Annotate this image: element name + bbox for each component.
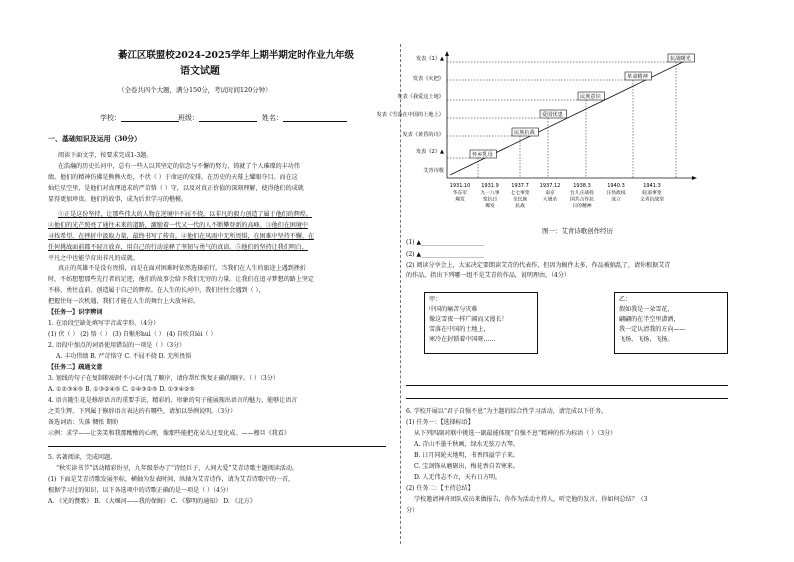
point-label: 爱国忧患 [542, 112, 563, 118]
chart-caption: 图一：艾青诗歌创作经历 [542, 227, 613, 235]
exam-note: （全卷共四个大题，满分150分，考试时间120分钟） [118, 86, 272, 94]
event-label: 文青抗战坚 [640, 197, 664, 203]
question-5-options: A. 《光的赞歌》 B. 《大堰河——我的保姆》 C. 《黎明的通知》 D. 《北方》 [48, 498, 256, 505]
passage-line: ②他们的光芒照亮了通往未来的道路，激励着一代又一代的人不断攀登新的高峰。③他们在困境中 [48, 222, 308, 229]
event-label: 七七事变 [510, 191, 530, 196]
question-6-task2b: 学校邀请神舟团队成员来做报告，你作为活动主持人，听完他的发言，你如何总结？（3 [414, 496, 648, 503]
poem-a-label: 甲： [429, 296, 442, 303]
option-a: A. 青山不墨千秋画，绿水无弦万古琴。 [414, 441, 519, 448]
poem-label: 发表《我爱这土地》 [397, 94, 444, 100]
poem-a-line: 雪落在中国的土地上， [429, 326, 490, 333]
poem-label: 发表《1》▲ [415, 56, 444, 62]
question-6: 6. 学校开展以“君子自强不息”为主题的综合性学习活动，请完成以下任务。 [406, 408, 608, 415]
x-arrow-icon [692, 176, 697, 180]
poem-a-line: 像这雪夜一样广阔而又漫长！ [429, 316, 508, 323]
question-4-example: 示例：求学——让笑笑和我那酸酸的心理，像那些能把花朵儿过变化成。——穆旦《我看》 [48, 430, 290, 437]
y-axis-label: 艾青诗歌 [423, 168, 444, 174]
question-6-task1: (1) 任务一：【选择标语】 [406, 419, 474, 426]
point-label: 抗战曙光 [670, 56, 691, 62]
page-divider [400, 44, 401, 544]
point-label: 革命精神 [627, 74, 648, 80]
poem-b-line: 飞扬，飞扬，飞扬。 [619, 336, 674, 343]
passage-line: 平凡之中也能孕育出非凡的成就。 [48, 255, 139, 262]
question-3-options: A. ①②③④⑤ B. ①③②④⑤ C. ①④③②⑤ D. ①③④②⑤ [48, 386, 195, 393]
question-4: 4. 语言随生花是修辞语言的重要手法，精彩的、形象的句子能展现出语言的魅力，能够让语言 [48, 397, 298, 404]
exam-subtitle: 语文试题 [180, 66, 220, 77]
date-label: 1931.9 [481, 183, 499, 189]
question-5: 5. 名著阅读，完成问题。 [48, 454, 117, 461]
question-1-items: (1) 伏（ ） (2) 恪（ ） (3) 自惭形huì（ ） (4) 自吹自lèi（ ） [48, 331, 217, 338]
timeline-marks [377, 54, 695, 209]
event-label: 南京 [545, 191, 555, 196]
answer-line[interactable] [406, 398, 728, 399]
event-label: 九一八事 [480, 191, 500, 196]
passage-line: 任何挑战面前都不轻言放弃，用自己的行动诠释了坚韧与勇气的真谛。⑤他们的坚持让我们明白， [48, 244, 308, 251]
point-label: 民族抗战 [514, 130, 535, 136]
question-5-sub1: (1) 下面是艾青诗歌发展坐标，横轴为发表时间，纵轴为艾青诗作，请为艾青诗歌中的一首， [48, 476, 295, 483]
event-label: 汪伪政权 [606, 191, 626, 196]
task-1-heading: 【任务一】识字辨词 [48, 309, 103, 316]
poem-box-b [614, 292, 728, 354]
passage-line: 绩。他们的精神仿佛是熊熊火炬，不伏（ ）于命运的安排，在历史的天幕上耀眼夺目。而在这 [48, 174, 298, 181]
question-1: 1. 在语段空缺处填写字音或字形。（4分） [48, 320, 160, 327]
timeline-diagram [376, 48, 794, 216]
question-5-sub2b: 的作品，指出下列哪一组不是艾青的作品，说明理由。（4分） [406, 272, 570, 279]
passage-line: 不移，勇往直前，创造属于自己的辉煌。在人生的长河中，我们往往会遇到（ ）， [48, 287, 265, 294]
event-label: 大屠杀 [542, 197, 558, 203]
passage-line: 灿烂星空里，是他们对真理追求的严苛恪（ ）守，以及对真正价值的深刻理解，使得他们的成就 [48, 185, 304, 192]
poem-label: 发表《黄昏的诗》 [402, 132, 444, 138]
poem-b-line: 假如我是一朵雪花， [619, 306, 674, 313]
date-label: 1941.3 [643, 183, 661, 189]
option-c: C. 宝剑锋从磨砺出，梅花香自苦寒来。 [414, 463, 519, 470]
task-2-heading: 【任务二】疏通文意 [48, 364, 103, 371]
poem-a-line: 寒冷在封锁着中国呀…… [429, 336, 496, 343]
event-label: 爆发 [485, 204, 495, 209]
event-label: 全民族 [512, 197, 528, 203]
answer-line[interactable] [406, 385, 728, 386]
school-field[interactable] [100, 114, 179, 122]
blank-1[interactable]: (1) ▲_____________________ [406, 239, 484, 246]
poem-b-line: 翩翩的在半空里潇洒， [619, 316, 680, 323]
event-label: 抗战 [515, 204, 525, 209]
passage-line: 在浩瀚的历史长河中，总有一些人以其坚定的信念与不懈的努力，铸就了个人璀璨的丰功伟 [58, 163, 300, 170]
event-label: 国共合作抗 [570, 197, 594, 203]
passage-line: 显得更加珍贵。他们的故事，成为后世学习的楷模。 [48, 196, 188, 203]
event-label: 华东军 [452, 191, 468, 196]
passage-line: 把握住每一次机遇，我们才能在人生的舞台上大放异彩。 [48, 298, 200, 305]
y-arrow-icon [445, 51, 449, 56]
date-label: 1940.3 [607, 183, 625, 189]
question-5-sub2: (2) 阅读分享会上，大家决定要朗读艾青的代表作，但因为稿件太多，作品被搞乱了，请你根据艾青 [406, 262, 671, 269]
name-field[interactable] [262, 114, 347, 122]
event-label: 日的精神 [572, 204, 592, 209]
poem-label: 发表《2》▲ [415, 149, 444, 155]
class-field[interactable] [178, 114, 257, 122]
question-5-sub1b: 根据学习过的知识，以下各选项中的诗歌正确的是一项是（ ）（4分） [48, 487, 232, 494]
event-label: 爆发 [455, 197, 465, 203]
passage-line: 寻找希望，在挫折中汲取力量，最终书写了传奇。④他们在风雨中无所畏惧，在困难中坚持不懈，在 [48, 233, 314, 240]
poem-label: 发表《火把》 [412, 76, 444, 82]
date-label: 1938.3 [573, 183, 591, 189]
date-label: 1937.7 [511, 183, 529, 189]
event-label: 成立 [611, 197, 621, 203]
question-4-b: 之美生辉，下列属于修辞语言表达的有哪些，请加以举例说明。（3分） [48, 408, 237, 415]
question-5-intro: “秋实读书节”活动精彩纷呈，九年级举办了“诗经巨子，人间大爱”艾青诗歌主题阅读活动。 [56, 465, 298, 472]
question-6-task1b: 从下列四副对联中挑选一副最能体现“自强不息”精神的作为标语（ ）（3分） [414, 430, 617, 437]
question-6-task2: (2) 任务二：【主持总结】 [406, 485, 474, 492]
blank-2[interactable]: (2) ▲_____________________ [406, 251, 484, 258]
date-label: 1937.12 [539, 183, 561, 189]
event-label: 皖南事变 [642, 191, 662, 196]
name-label: 姓名： [262, 114, 283, 122]
question-2: 2. 语段中加点的词语使用错误的一项是（ ）（3分） [48, 342, 186, 349]
section-1-heading: 一、基础知识及运用（30分） [48, 134, 142, 143]
event-label: 台儿庄战役 [570, 191, 594, 196]
poem-a-line: 中国的痛苦与灾难 [429, 306, 478, 313]
right-column [376, 0, 794, 562]
poem-b-label: 乙： [619, 296, 632, 303]
event-label: 变抗日 [482, 197, 498, 203]
passage-line: ①正是这份坚持，让那些伟大的人物在逆境中不屈不挠，以非凡的毅力创造了属于他们的辉煌。 [58, 211, 312, 218]
point-label: 民族意识 [580, 94, 601, 100]
point-label: 怀乡乳母 [472, 152, 493, 158]
class-label: 班级： [178, 114, 199, 122]
passage-line: 阅读下面文字，按要求完成1-3题。 [58, 152, 153, 159]
poem-b-line: 我一定认清我的方向—— [619, 326, 686, 333]
answer-line[interactable] [48, 446, 386, 447]
exam-title: 綦江区联盟校2024-2025学年上期半期定时作业九年级 [118, 50, 354, 61]
date-label: 1931.10 [449, 183, 471, 189]
question-3: 3. 划线的句子在复制粘贴时不小心打乱了顺序，请你帮忙恢复正确的顺序。（ ）（3分） [48, 375, 279, 382]
question-6-task2c: 分） [406, 507, 419, 514]
poem-label: 发表《雪落在中国的土地上》 [376, 112, 444, 118]
passage-line: 时，不妨想想那些先行者的足迹，他们的故事会给予我们无穷的力量。让我们在追寻梦想的路上坚定 [48, 276, 314, 283]
passage-line: 真正的英雄不是没有畏惧，而是在面对困难时依然选择前行。当我们在人生的旅途上遇到挫折 [58, 265, 306, 272]
poem-box-a [424, 292, 538, 354]
option-d: D. 人无伟志不立，天有日方明。 [414, 474, 501, 481]
school-label: 学校： [100, 114, 121, 122]
question-2-options: A. 丰功伟绩 B. 严苛恪守 C. 不屈不挠 D. 无所畏惧 [56, 353, 192, 360]
question-4-c: 备选词语：失落 惆怅 期盼 [48, 419, 119, 426]
option-b: B. 日月同轮天地明，书香四溢学子来。 [414, 452, 519, 459]
